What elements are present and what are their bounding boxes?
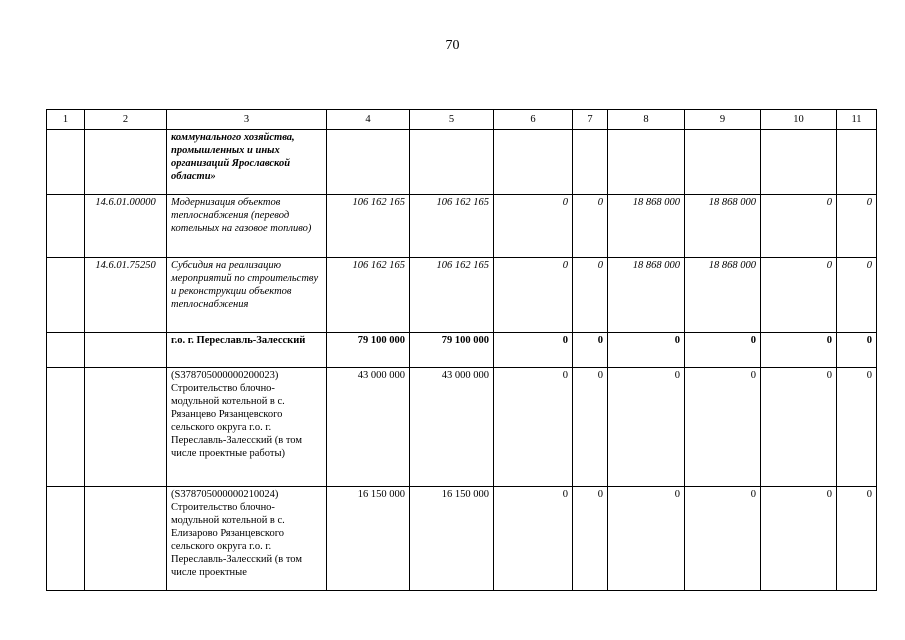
cell-description: (S378705000000200023) Строительство блочно-модульной котельной в с. Рязанцево Рязанцевского сельского округа г.о. г. Переславль-Залесский (в том числе проектные работы) [167, 368, 327, 487]
column-header: 1 [47, 110, 85, 130]
cell-value: 16 150 000 [410, 487, 494, 591]
cell-value: 0 [761, 487, 837, 591]
cell-value [608, 130, 685, 195]
cell-index [47, 130, 85, 195]
column-header: 9 [685, 110, 761, 130]
cell-value: 18 868 000 [685, 258, 761, 333]
cell-description: коммунального хозяйства, промышленных и иных организаций Ярославской области» [167, 130, 327, 195]
cell-index [47, 195, 85, 258]
cell-description: Модернизация объектов теплоснабжения (перевод котельных на газовое топливо) [167, 195, 327, 258]
cell-value [327, 130, 410, 195]
cell-value: 0 [685, 368, 761, 487]
cell-value: 0 [573, 333, 608, 368]
cell-value: 0 [494, 368, 573, 487]
cell-value: 0 [494, 333, 573, 368]
column-header: 10 [761, 110, 837, 130]
cell-value: 0 [837, 368, 877, 487]
table-row [47, 130, 877, 195]
column-header: 7 [573, 110, 608, 130]
table-row [47, 368, 877, 487]
cell-code: 14.6.01.75250 [85, 258, 167, 333]
cell-value: 0 [685, 333, 761, 368]
cell-value: 106 162 165 [410, 258, 494, 333]
cell-value: 0 [573, 195, 608, 258]
cell-value [573, 130, 608, 195]
cell-value [685, 130, 761, 195]
column-header: 4 [327, 110, 410, 130]
cell-value: 0 [761, 195, 837, 258]
cell-value: 0 [608, 487, 685, 591]
cell-value: 0 [761, 258, 837, 333]
column-number-header-row [47, 110, 877, 130]
table-row [47, 487, 877, 591]
cell-index [47, 487, 85, 591]
cell-value: 43 000 000 [410, 368, 494, 487]
cell-value: 0 [837, 258, 877, 333]
cell-value: 0 [608, 368, 685, 487]
cell-value: 79 100 000 [327, 333, 410, 368]
cell-index [47, 258, 85, 333]
cell-value: 0 [494, 258, 573, 333]
cell-value: 0 [573, 258, 608, 333]
cell-code: 14.6.01.00000 [85, 195, 167, 258]
cell-description: Субсидия на реализацию мероприятий по строительству и реконструкции объектов теплоснабжения [167, 258, 327, 333]
column-header: 5 [410, 110, 494, 130]
column-header: 11 [837, 110, 877, 130]
cell-value: 0 [837, 487, 877, 591]
cell-description: г.о. г. Переславль-Залесский [167, 333, 327, 368]
cell-value: 0 [761, 333, 837, 368]
table-row [47, 258, 877, 333]
cell-value: 0 [685, 487, 761, 591]
cell-value: 16 150 000 [327, 487, 410, 591]
cell-value: 106 162 165 [327, 195, 410, 258]
cell-value: 0 [608, 333, 685, 368]
budget-table [46, 109, 877, 591]
cell-index [47, 333, 85, 368]
cell-value [761, 130, 837, 195]
cell-value: 18 868 000 [608, 195, 685, 258]
page-number: 70 [445, 38, 460, 53]
cell-value: 18 868 000 [608, 258, 685, 333]
column-header: 3 [167, 110, 327, 130]
cell-value: 43 000 000 [327, 368, 410, 487]
column-header: 6 [494, 110, 573, 130]
table-row [47, 333, 877, 368]
cell-code [85, 130, 167, 195]
cell-code [85, 368, 167, 487]
cell-index [47, 368, 85, 487]
column-header: 2 [85, 110, 167, 130]
cell-value [494, 130, 573, 195]
cell-value: 0 [494, 487, 573, 591]
cell-value: 0 [837, 195, 877, 258]
cell-description: (S378705000000210024) Строительство блочно-модульной котельной в с. Елизарово Рязанцевского сельского округа г.о. г. Переславль-Залесский (в том числе проектные [167, 487, 327, 591]
cell-value: 18 868 000 [685, 195, 761, 258]
cell-value [410, 130, 494, 195]
table-row [47, 195, 877, 258]
cell-value: 79 100 000 [410, 333, 494, 368]
cell-value: 0 [573, 487, 608, 591]
column-header: 8 [608, 110, 685, 130]
cell-value: 0 [494, 195, 573, 258]
cell-code [85, 487, 167, 591]
cell-value [837, 130, 877, 195]
cell-value: 0 [573, 368, 608, 487]
cell-value: 106 162 165 [410, 195, 494, 258]
cell-code [85, 333, 167, 368]
cell-value: 0 [837, 333, 877, 368]
cell-value: 0 [761, 368, 837, 487]
cell-value: 106 162 165 [327, 258, 410, 333]
